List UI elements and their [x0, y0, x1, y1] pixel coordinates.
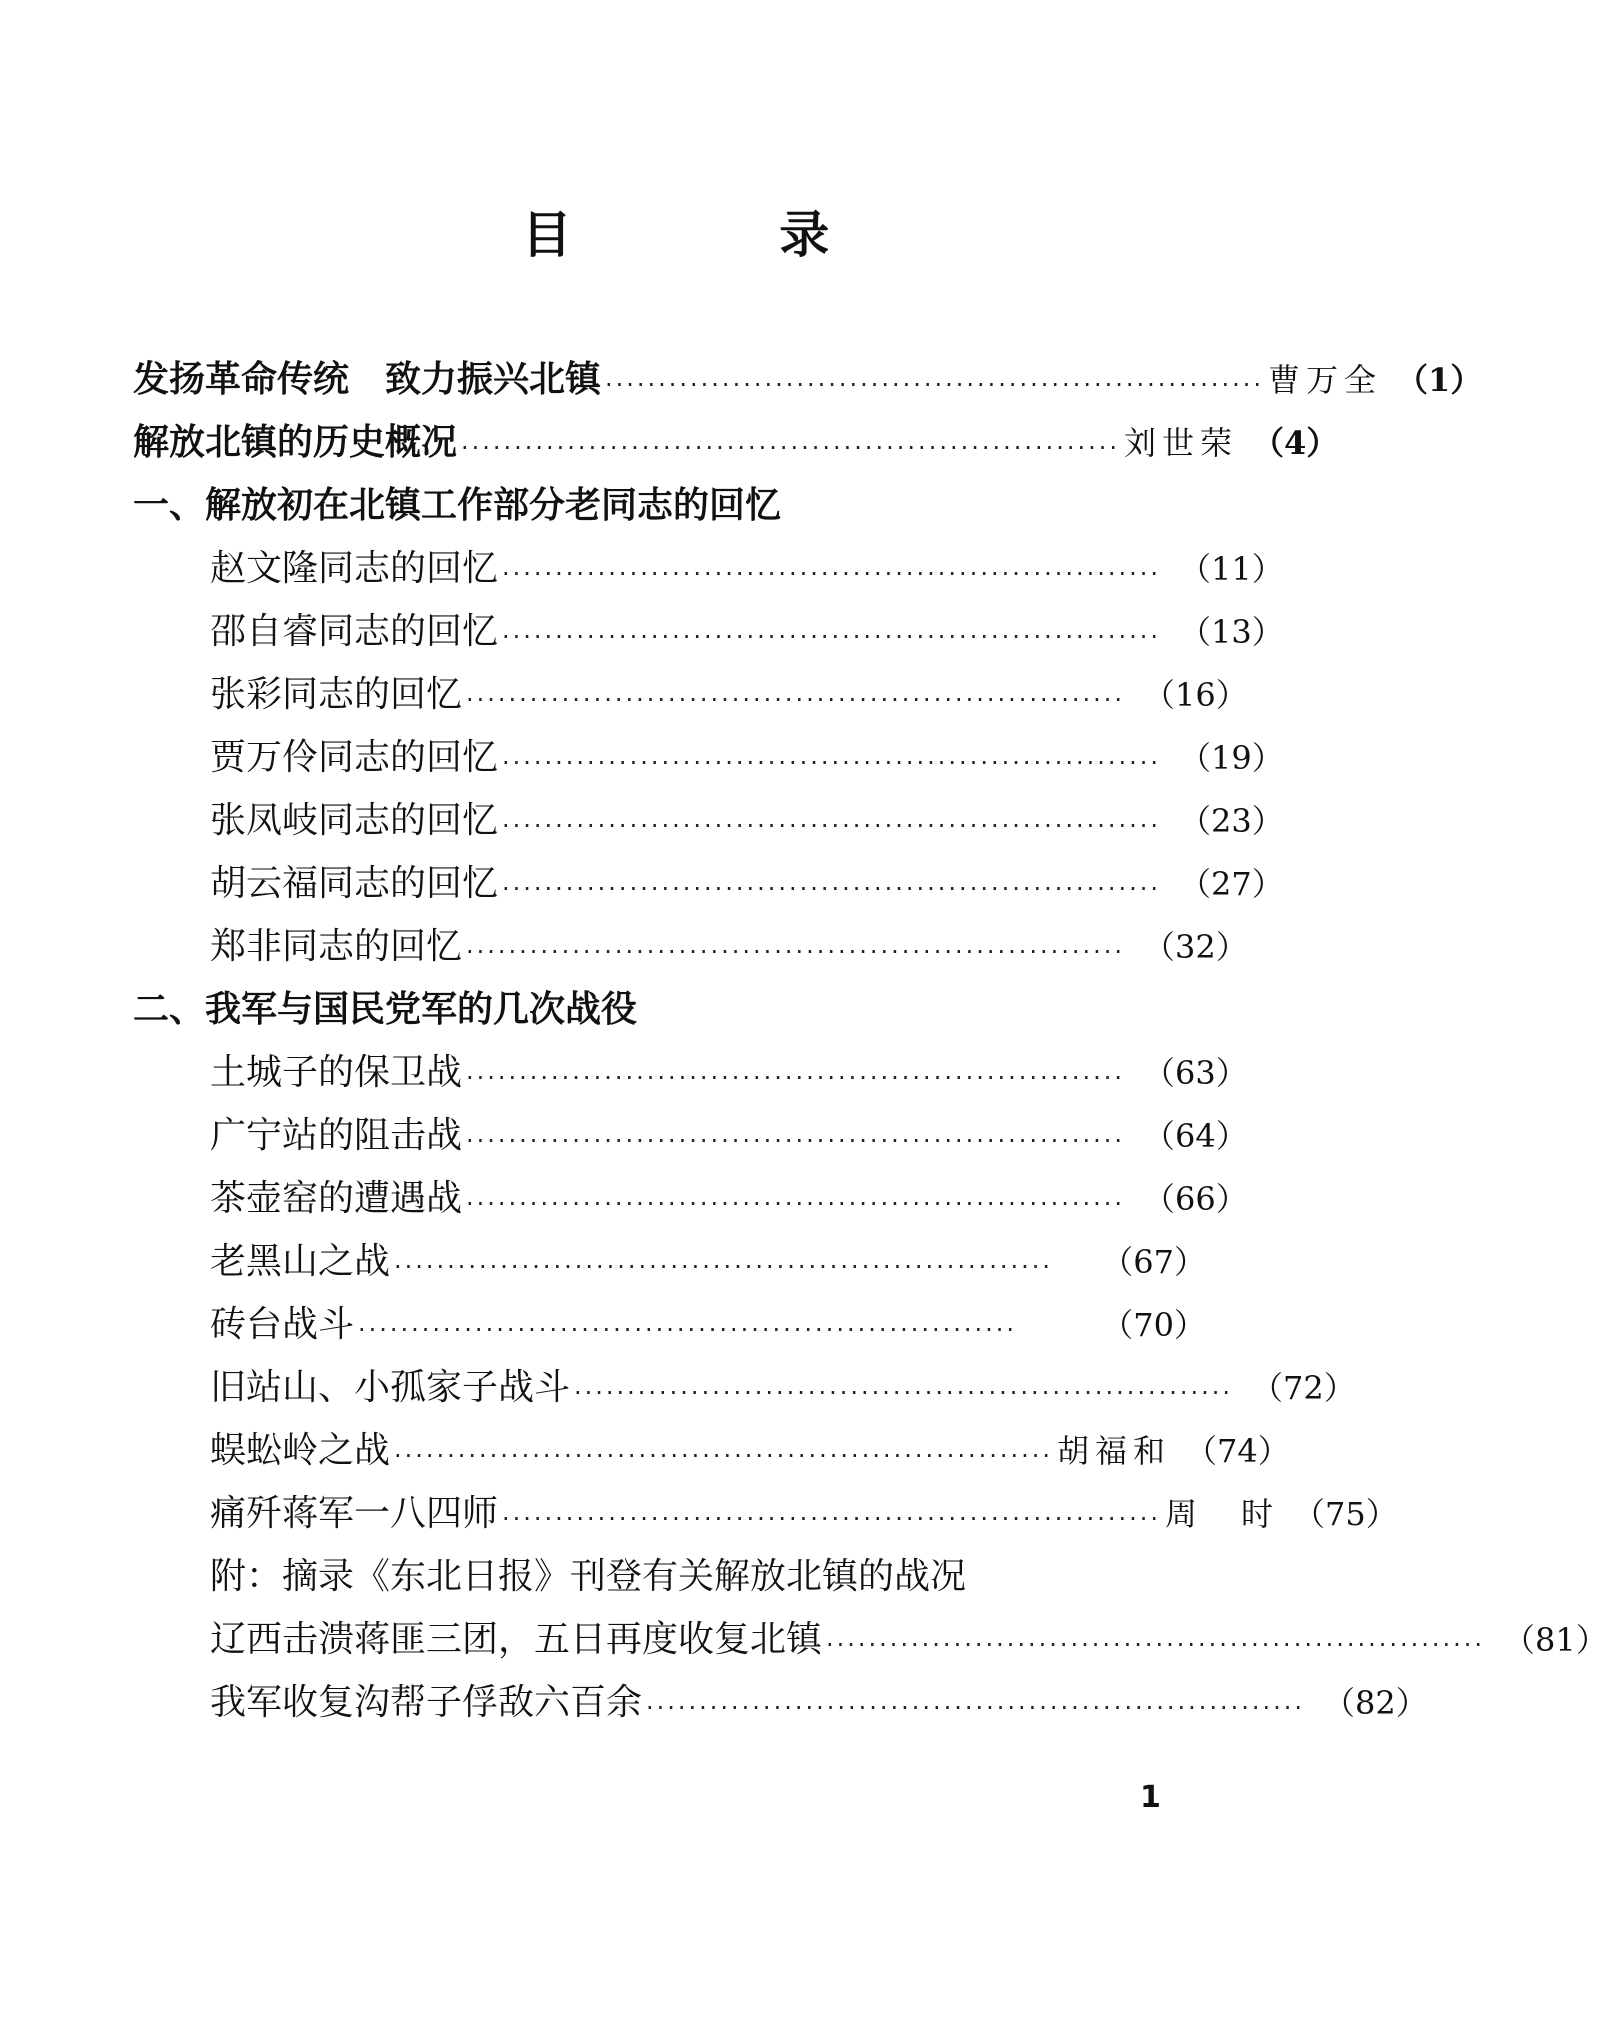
toc-section-heading — [133, 481, 1206, 531]
dot-leader: ······························································ — [461, 434, 1121, 462]
toc-entry[interactable] — [210, 1363, 1356, 1413]
toc-entry-title: 胡云福同志的回忆 — [210, 863, 499, 904]
toc-entry-page: （74） — [1185, 1432, 1290, 1470]
toc-entry-title: 广宁站的阻击战 — [210, 1115, 463, 1156]
toc-entry-title: 老黑山之战 — [210, 1241, 391, 1282]
toc-entry-page: （81） — [1503, 1621, 1608, 1659]
toc-entry[interactable] — [210, 544, 1284, 594]
toc-entry-author: 刘世荣 — [1124, 424, 1239, 462]
toc-entry[interactable] — [210, 670, 1248, 720]
toc-entry-author: 胡福和 — [1057, 1432, 1172, 1470]
toc-entry-title: 赵文隆同志的回忆 — [210, 548, 499, 589]
dot-leader: ······························································ — [605, 371, 1265, 399]
toc-entry-title: 茶壶窑的遭遇战 — [210, 1178, 463, 1219]
toc-entry[interactable] — [210, 1489, 1398, 1539]
dot-leader: ······························································ — [394, 1253, 1054, 1281]
toc-entry-title: 土城子的保卫战 — [210, 1052, 463, 1093]
toc-entry-page: （32） — [1143, 928, 1248, 966]
toc-entry-title: 痛歼蒋军一八四师 — [210, 1493, 499, 1534]
dot-leader: ······························································ — [826, 1631, 1486, 1659]
section-heading-text: 一、解放初在北镇工作部分老同志的回忆 — [133, 485, 782, 526]
toc-entry-page: （4） — [1252, 424, 1339, 462]
appendix-note-text: 附：摘录《东北日报》刊登有关解放北镇的战况 — [210, 1556, 967, 1597]
toc-entry-title: 张凤岐同志的回忆 — [210, 800, 499, 841]
page-number: 1 — [1140, 1780, 1161, 1815]
toc-entry[interactable] — [210, 796, 1284, 846]
toc-entry-title: 贾万伶同志的回忆 — [210, 737, 499, 778]
toc-entry[interactable] — [210, 1300, 1206, 1350]
toc-entry[interactable] — [210, 1048, 1248, 1098]
dot-leader: ······························································ — [646, 1694, 1306, 1722]
toc-entry-page: （23） — [1179, 802, 1284, 840]
dot-leader: ······························································ — [466, 1064, 1126, 1092]
toc-section-heading — [133, 985, 1206, 1035]
toc-entry[interactable] — [210, 859, 1284, 909]
dot-leader: ······························································ — [466, 1190, 1126, 1218]
toc-entry-page: （64） — [1143, 1117, 1248, 1155]
toc-entry-page: （19） — [1179, 739, 1284, 777]
toc-entry-title: 发扬革命传统 致力振兴北镇 — [133, 359, 602, 400]
toc-entry[interactable] — [210, 607, 1284, 657]
toc-entry[interactable] — [133, 418, 1339, 468]
toc-entry[interactable] — [210, 1174, 1248, 1224]
toc-entry[interactable] — [210, 1615, 1608, 1665]
section-heading-text: 二、我军与国民党军的几次战役 — [133, 989, 638, 1030]
toc-entry-page: （63） — [1143, 1054, 1248, 1092]
page-title: 目 录 — [521, 206, 925, 264]
toc-entry-title: 解放北镇的历史概况 — [133, 422, 458, 463]
dot-leader: ······························································ — [502, 623, 1162, 651]
dot-leader: ······························································ — [466, 1127, 1126, 1155]
toc-appendix-note — [210, 1552, 1206, 1602]
toc-entry-title: 邵自睿同志的回忆 — [210, 611, 499, 652]
toc-entry-title: 我军收复沟帮子俘敌六百余 — [210, 1682, 643, 1723]
dot-leader: ······························································ — [502, 875, 1162, 903]
toc-entry-page: （16） — [1143, 676, 1248, 714]
toc-entry-page: （72） — [1251, 1369, 1356, 1407]
toc-entry-author: 曹万全 — [1268, 361, 1383, 399]
toc-entry-page: （11） — [1179, 550, 1284, 588]
dot-leader: ······························································ — [502, 812, 1162, 840]
toc-entry[interactable] — [210, 1678, 1428, 1728]
toc-entry-author: 周 时 — [1165, 1495, 1280, 1533]
dot-leader: ······························································ — [574, 1379, 1234, 1407]
dot-leader: ······························································ — [502, 560, 1162, 588]
toc-entry-page: （1） — [1396, 361, 1483, 399]
dot-leader: ······························································ — [502, 1505, 1162, 1533]
toc-entry[interactable] — [210, 922, 1248, 972]
toc-entry-page: （67） — [1101, 1243, 1206, 1281]
dot-leader: ······························································ — [466, 938, 1126, 966]
dot-leader: ······························································ — [466, 686, 1126, 714]
toc-entry-title: 砖台战斗 — [210, 1304, 355, 1345]
dot-leader: ······························································ — [502, 749, 1162, 777]
toc-entry-title: 辽西击溃蒋匪三团，五日再度收复北镇 — [210, 1619, 823, 1660]
dot-leader: ······························································ — [394, 1442, 1054, 1470]
toc-entry[interactable] — [133, 355, 1483, 405]
toc-entry[interactable] — [210, 1111, 1248, 1161]
toc-entry-title: 蜈蚣岭之战 — [210, 1430, 391, 1471]
toc-entry-title: 张彩同志的回忆 — [210, 674, 463, 715]
toc-entry-page: （66） — [1143, 1180, 1248, 1218]
toc-entry-page: （13） — [1179, 613, 1284, 651]
toc-entry-page: （82） — [1323, 1684, 1428, 1722]
toc-entry-title: 旧站山、小孤家子战斗 — [210, 1367, 571, 1408]
toc-entry-title: 郑非同志的回忆 — [210, 926, 463, 967]
toc-entry-page: （27） — [1179, 865, 1284, 903]
toc-entry[interactable] — [210, 1237, 1206, 1287]
toc-entry[interactable] — [210, 733, 1284, 783]
toc-entry-page: （75） — [1293, 1495, 1398, 1533]
toc-entry-page: （70） — [1101, 1306, 1206, 1344]
dot-leader: ······························································ — [358, 1316, 1018, 1344]
toc-entry[interactable] — [210, 1426, 1290, 1476]
